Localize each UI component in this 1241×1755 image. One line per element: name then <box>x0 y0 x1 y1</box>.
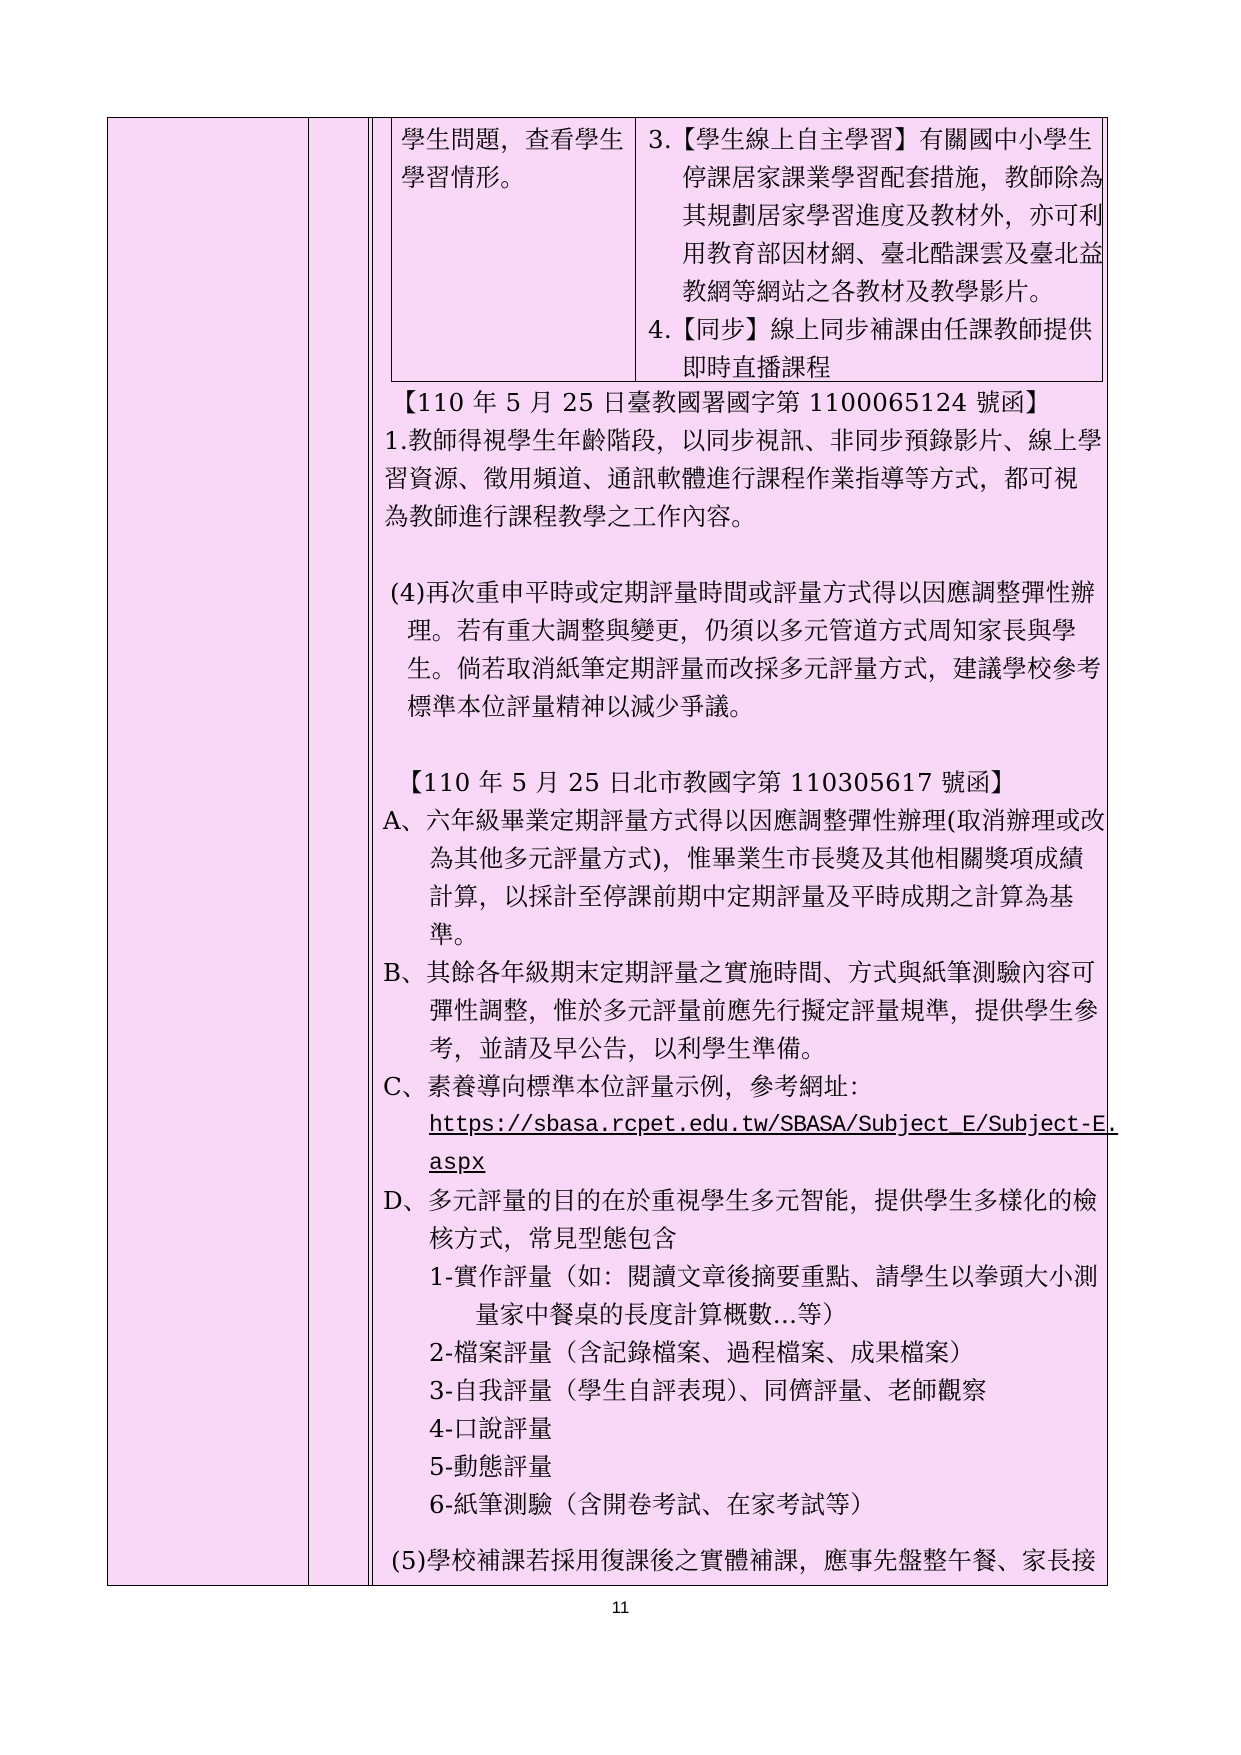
point-a-line: 為其他多元評量方式)，惟畢業生市長獎及其他相關獎項成績 <box>429 844 1084 873</box>
item-4-paragraph-line: 標準本位評量精神以減少爭議。 <box>407 692 755 721</box>
item-3-line: 教網等網站之各教材及教學影片。 <box>682 277 1054 306</box>
item-3-line: 其規劃居家學習進度及教材外，亦可利 <box>682 201 1104 230</box>
item-4-line: 【同步】線上同步補課由任課教師提供 <box>671 315 1093 344</box>
item-3-line: 用教育部因材網、臺北酷課雲及臺北益 <box>682 239 1104 268</box>
inner-left-line: 學生問題，查看學生 <box>401 125 625 154</box>
letter-1-line: 1.教師得視學生年齡階段，以同步視訊、非同步預錄影片、線上學 <box>384 426 1103 455</box>
reference-url-link[interactable]: aspx <box>429 1150 486 1176</box>
point-d-line: D、多元評量的目的在於重視學生多元智能，提供學生多樣化的檢 <box>383 1186 1098 1215</box>
letter-2-heading: 【110 年 5 月 25 日北市教國字第 110305617 號函】 <box>398 768 1016 797</box>
assessment-type-item: 量家中餐桌的長度計算概數…等） <box>475 1300 847 1329</box>
letter-1-heading: 【110 年 5 月 25 日臺教國署國字第 1100065124 號函】 <box>392 388 1051 417</box>
page-number: 11 <box>611 1598 630 1617</box>
column-divider-2 <box>368 118 369 1585</box>
item-3-line: 【學生線上自主學習】有關國中小學生 <box>671 125 1093 154</box>
item-3-number: 3. <box>648 125 672 154</box>
assessment-type-item: 5-動態評量 <box>429 1452 553 1481</box>
reference-url-link[interactable]: https://sbasa.rcpet.edu.tw/SBASA/Subject_E/Subject-E. <box>429 1112 1119 1138</box>
letter-1-line: 習資源、徵用頻道、通訊軟體進行課程作業指導等方式，都可視 <box>384 464 1079 493</box>
point-b-line: B、其餘各年級期末定期評量之實施時間、方式與紙筆測驗內容可 <box>383 958 1096 987</box>
assessment-type-item: 6-紙筆測驗（含開卷考試、在家考試等） <box>429 1490 876 1519</box>
item-5-line: (5)學校補課若採用復課後之實體補課，應事先盤整午餐、家長接 <box>391 1546 1097 1575</box>
item-4-paragraph-line: 生。倘若取消紙筆定期評量而改採多元評量方式，建議學校參考 <box>407 654 1102 683</box>
point-a-line: 準。 <box>429 920 479 949</box>
content-table <box>107 117 1119 1586</box>
item-4-paragraph-line: 理。若有重大調整與變更，仍須以多元管道方式周知家長與學 <box>407 616 1077 645</box>
point-b-line: 考，並請及早公告，以利學生準備。 <box>429 1034 826 1063</box>
point-d-line: 核方式，常見型態包含 <box>429 1224 677 1253</box>
item-4-line: 即時直播課程 <box>682 353 831 382</box>
point-c-line: C、素養導向標準本位評量示例，參考網址： <box>383 1072 874 1101</box>
letter-1-line: 為教師進行課程教學之工作內容。 <box>384 502 756 531</box>
column-divider-1 <box>308 118 309 1585</box>
assessment-type-item: 1-實作評量（如：閱讀文章後摘要重點、請學生以拳頭大小測 <box>429 1262 1099 1291</box>
assessment-type-item: 4-口說評量 <box>429 1414 553 1443</box>
point-b-line: 彈性調整，惟於多元評量前應先行擬定評量規準，提供學生參 <box>429 996 1099 1025</box>
point-a-line: A、六年級畢業定期評量方式得以因應調整彈性辦理(取消辦理或改 <box>383 806 1106 835</box>
item-4-paragraph-line: (4)再次重申平時或定期評量時間或評量方式得以因應調整彈性辦 <box>390 578 1096 607</box>
column-divider-3 <box>372 118 373 1585</box>
item-4-number: 4. <box>648 315 672 344</box>
nested-column-divider <box>635 118 636 381</box>
point-a-line: 計算，以採計至停課前期中定期評量及平時成期之計算為基 <box>429 882 1074 911</box>
assessment-type-item: 2-檔案評量（含記錄檔案、過程檔案、成果檔案） <box>429 1338 975 1367</box>
item-3-line: 停課居家課業學習配套措施，教師除為 <box>682 163 1104 192</box>
inner-left-line: 學習情形。 <box>401 163 525 192</box>
assessment-type-item: 3-自我評量（學生自評表現）、同儕評量、老師觀察 <box>429 1376 987 1405</box>
